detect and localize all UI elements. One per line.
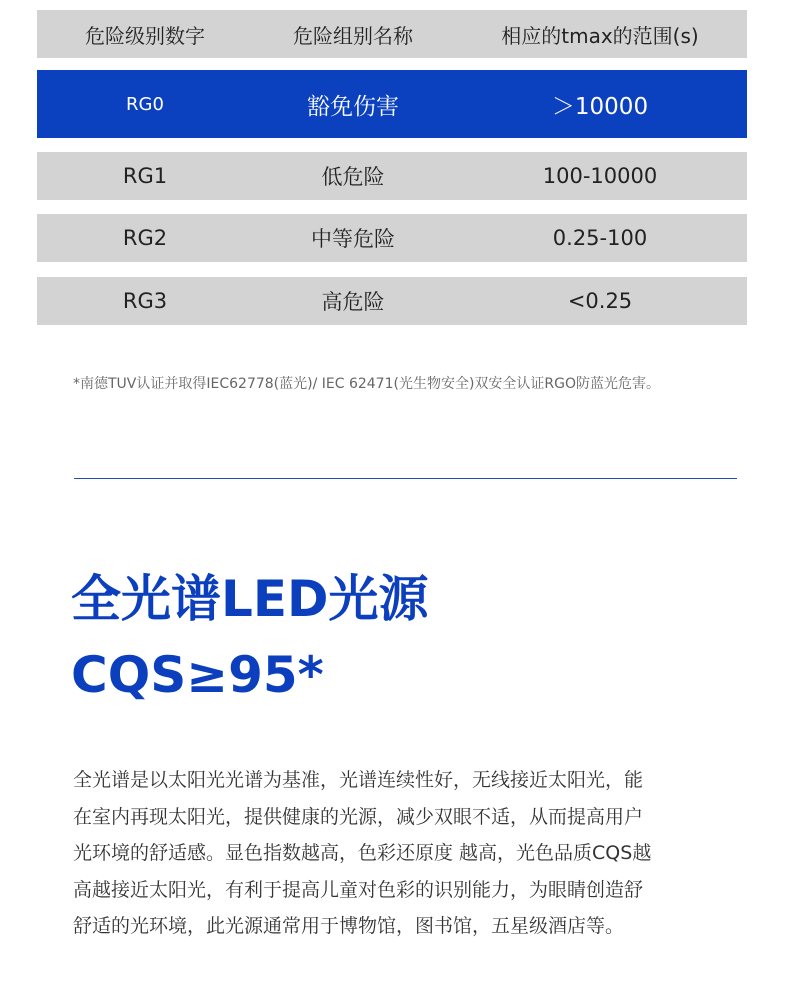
table-row [37,214,747,262]
cell-group-name: 高危险 [321,290,385,314]
certification-footnote: *南德TUV认证并取得IEC62778(蓝光)/ IEC 62471(光生物安全)双安全认证RGO防蓝光危害。 [73,376,661,392]
header-cell-group-name: 危险组别名称 [293,23,413,48]
header-cell-tmax-range: 相应的tmax的范围(s) [501,23,699,48]
section-title-line-2: CQS≥95* [71,646,324,704]
cell-tmax-range: <0.25 [567,289,633,313]
cell-group-name: 中等危险 [311,227,395,251]
paragraph-line: 高越接近太阳光，有利于提高儿童对色彩的识别能力，为眼睛创造舒 [73,878,644,901]
cell-level: RG2 [122,226,168,250]
paragraph-line: 在室内再现太阳光，提供健康的光源，减少双眼不适，从而提高用户 [73,805,644,828]
section-divider [74,478,737,479]
header-cell-level-number: 危险级别数字 [85,23,205,48]
cell-level: RG1 [122,164,168,188]
cell-tmax-range: ＞10000 [551,93,649,120]
cell-tmax-range: 100-10000 [542,164,658,188]
cell-level: RG0 [126,93,164,115]
table-row [37,152,747,200]
table-row [37,277,747,325]
cell-level: RG3 [122,289,168,313]
section-paragraph [73,762,713,945]
table-header-row [37,10,747,58]
paragraph-line: 舒适的光环境，此光源通常用于博物馆，图书馆，五星级酒店等。 [73,915,625,937]
paragraph-line: 光环境的舒适感。显色指数越高，色彩还原度 越高，光色品质CQS越 [73,842,652,864]
table-row-highlighted [37,70,747,138]
cell-group-name: 豁免伤害 [307,93,399,120]
cell-tmax-range: 0.25-100 [552,226,648,250]
section-title-line-1: 全光谱LED光源 [71,570,429,628]
cell-group-name: 低危险 [321,165,385,189]
paragraph-line: 全光谱是以太阳光光谱为基准，光谱连续性好，无线接近太阳光，能 [73,769,644,791]
